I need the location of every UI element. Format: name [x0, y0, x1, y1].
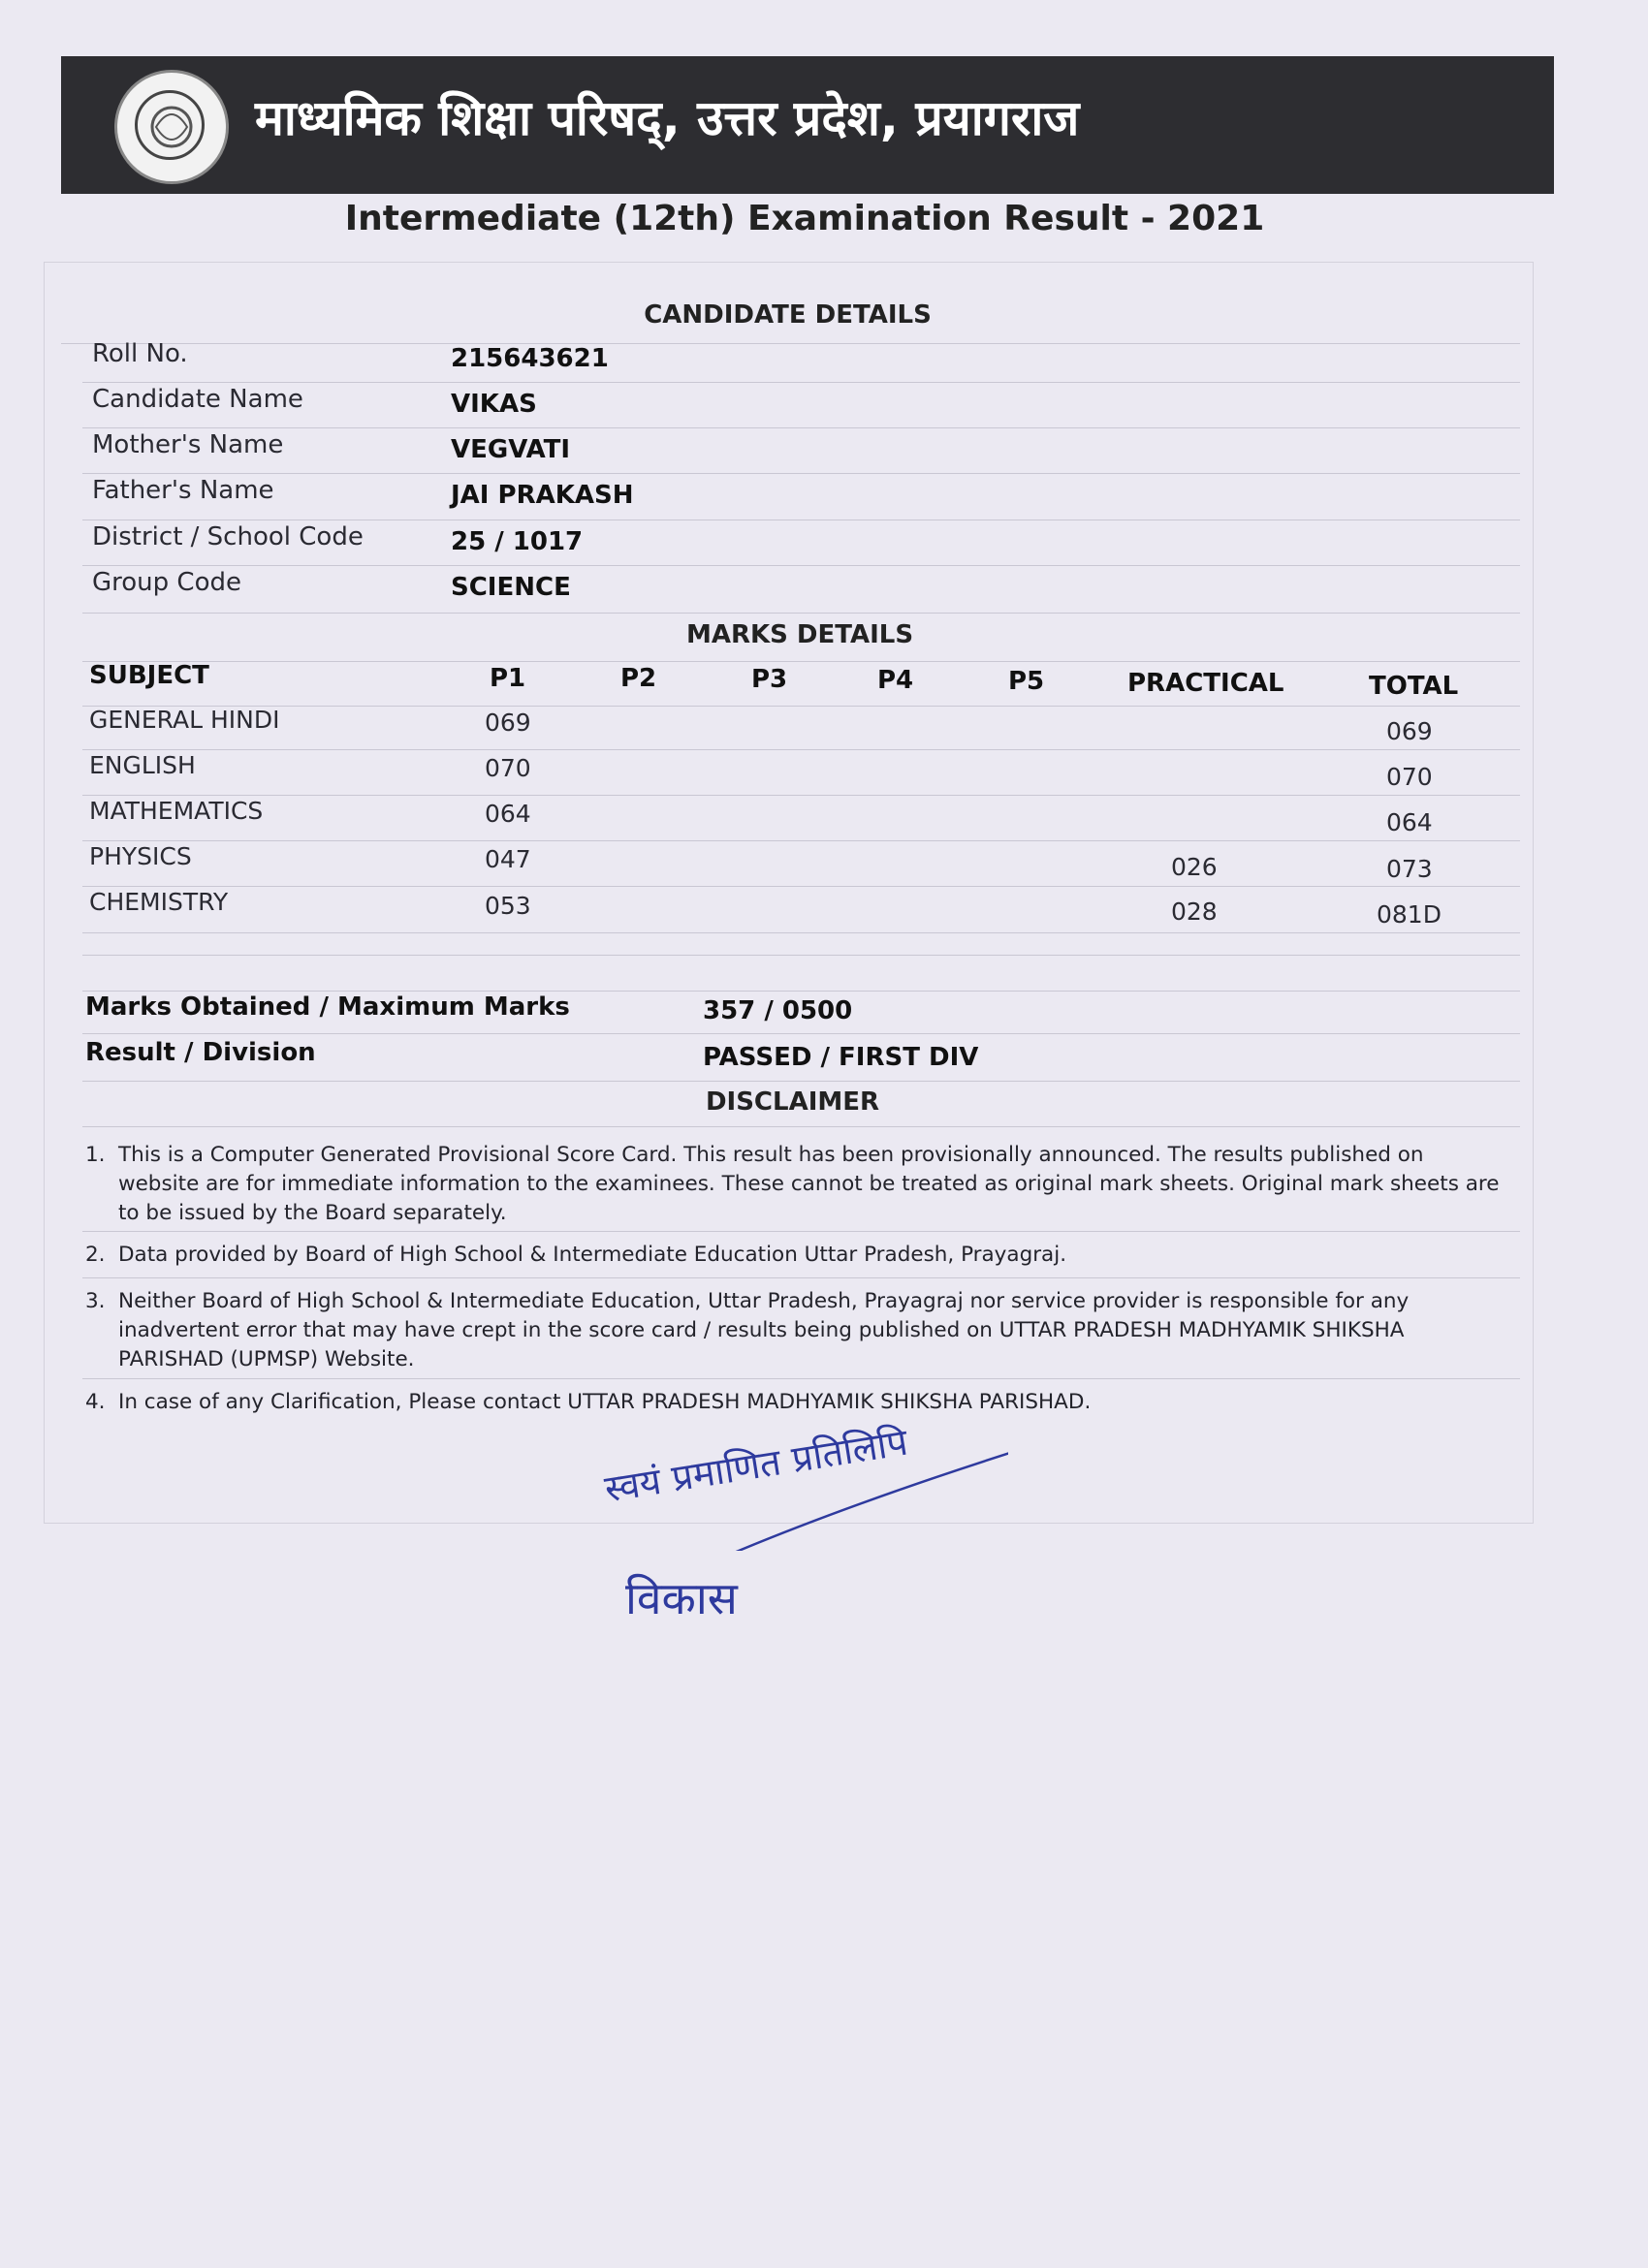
row-total: 069 — [1386, 717, 1433, 745]
header-banner — [61, 56, 1554, 194]
roll-no-label: Roll No. — [92, 339, 188, 368]
row-subject: MATHEMATICS — [89, 797, 264, 825]
col-p3: P3 — [751, 665, 788, 694]
row-p1: 069 — [485, 709, 531, 737]
row-subject: CHEMISTRY — [89, 888, 229, 916]
row-p1: 053 — [485, 892, 531, 920]
col-p1: P1 — [490, 664, 526, 693]
district-school-code-value: 25 / 1017 — [451, 527, 584, 556]
disclaimer-item: 2. Data provided by Board of High School & Intermediate Education Uttar Pradesh, Prayagraj. — [85, 1243, 1067, 1267]
row-subject: ENGLISH — [89, 751, 196, 779]
disclaimer-item: 1. This is a Computer Generated Provisional Score Card. This result has been provisionally announced. The results published on website are for immediate information to the examinees. These cannot be treated as original mark sheets. Original mark sheets are to be issued by the Board separately. — [85, 1143, 1500, 1225]
marks-obtained-value: 357 / 0500 — [703, 996, 853, 1025]
district-school-code-label: District / School Code — [92, 522, 364, 551]
col-practical: PRACTICAL — [1127, 669, 1284, 698]
candidate-name-value: VIKAS — [451, 390, 537, 419]
handwritten-attestation — [601, 1420, 911, 1627]
row-practical: 026 — [1171, 853, 1218, 881]
signature: विकास — [625, 1572, 738, 1624]
father-name-value: JAI PRAKASH — [451, 481, 634, 510]
board-name: माध्यमिक शिक्षा परिषद्, उत्तर प्रदेश, प्रयागराज — [255, 90, 1080, 146]
result-division-label: Result / Division — [85, 1038, 316, 1067]
row-subject: PHYSICS — [89, 842, 192, 870]
disclaimer-heading: DISCLAIMER — [705, 1087, 880, 1117]
col-subject: SUBJECT — [89, 661, 209, 690]
col-p5: P5 — [1008, 667, 1045, 696]
mother-name-label: Mother's Name — [92, 430, 284, 459]
row-p1: 064 — [485, 800, 531, 828]
disclaimer-item: 4. In case of any Clarification, Please contact UTTAR PRADESH MADHYAMIK SHIKSHA PARISHAD. — [85, 1390, 1092, 1414]
row-total: 081D — [1377, 900, 1442, 929]
row-total: 064 — [1386, 808, 1433, 836]
candidate-details-heading: CANDIDATE DETAILS — [644, 300, 932, 330]
result-division-value: PASSED / FIRST DIV — [703, 1043, 979, 1072]
row-total: 070 — [1386, 763, 1433, 791]
disclaimer-item: 3. Neither Board of High School & Intermediate Education, Uttar Pradesh, Prayagraj nor service provider is responsible for any inadvertent error that may have crept in the score card / results being published on UTTAR PRADESH MADHYAMIK SHIKSHA PARISHAD (UPMSP) Website. — [85, 1289, 1410, 1371]
col-p2: P2 — [620, 664, 657, 693]
row-subject: GENERAL HINDI — [89, 706, 280, 734]
row-total: 073 — [1386, 855, 1433, 883]
mother-name-value: VEGVATI — [451, 435, 571, 464]
roll-no-value: 215643621 — [451, 344, 609, 373]
father-name-label: Father's Name — [92, 476, 274, 505]
marks-obtained-label: Marks Obtained / Maximum Marks — [85, 992, 570, 1022]
col-total: TOTAL — [1369, 672, 1459, 701]
page-title: Intermediate (12th) Examination Result - 2021 — [344, 199, 1265, 238]
row-p1: 047 — [485, 845, 531, 873]
row-practical: 028 — [1171, 898, 1218, 926]
marks-details-heading: MARKS DETAILS — [685, 620, 914, 649]
group-code-value: SCIENCE — [451, 573, 571, 602]
col-p4: P4 — [877, 666, 914, 695]
group-code-label: Group Code — [92, 568, 241, 597]
row-p1: 070 — [485, 754, 531, 782]
self-attested-note: स्वयं प्रमाणित प्रतिलिपि — [601, 1420, 911, 1511]
up-government-emblem-icon — [114, 70, 229, 184]
candidate-name-label: Candidate Name — [92, 385, 303, 414]
